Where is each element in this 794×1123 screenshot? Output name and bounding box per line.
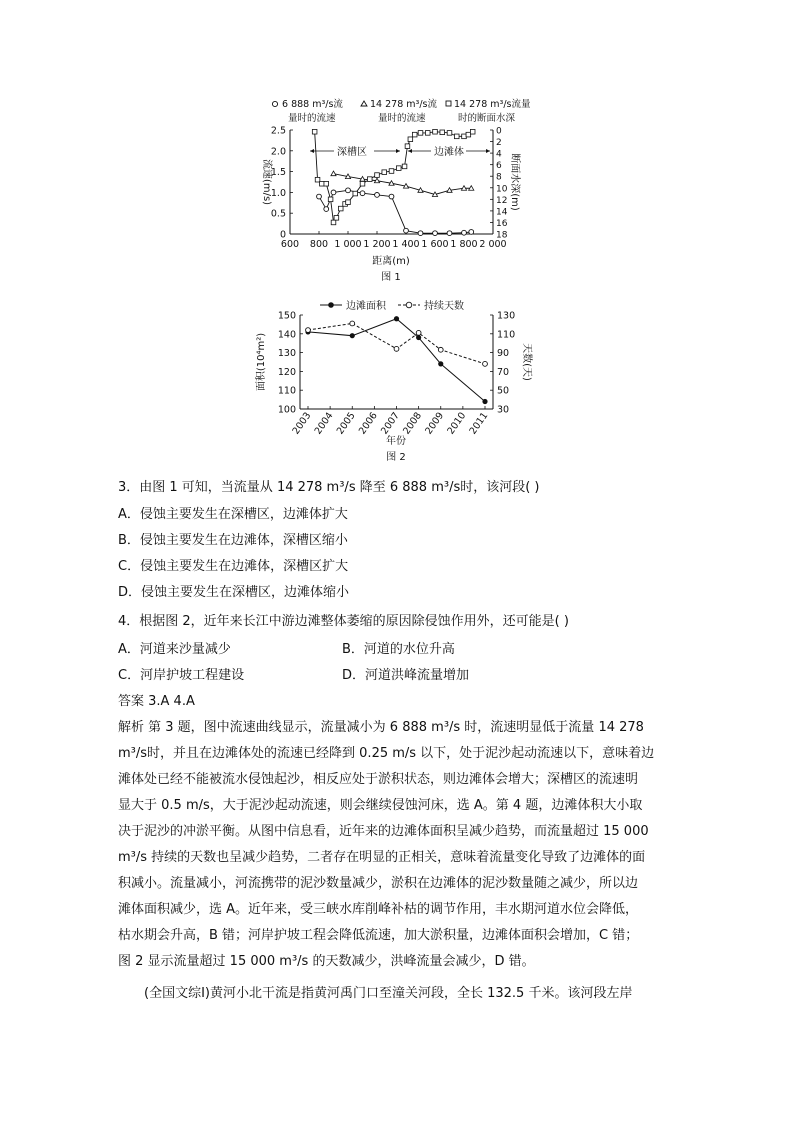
data-point: [482, 399, 487, 404]
x-tick-label: 2003: [290, 410, 314, 437]
y-left-tick-label: 130: [277, 348, 296, 360]
y-right-tick-label: 12: [496, 195, 508, 206]
x-tick-label: 1 200: [363, 239, 391, 250]
y-left-tick-label: 120: [277, 366, 296, 378]
fig1-legend-2-line2: 量时的流速: [378, 113, 426, 124]
data-point: [396, 166, 401, 171]
data-point: [331, 171, 336, 176]
data-point: [346, 188, 351, 193]
analysis-line: 滩体面积减少，选 A。近年来，受三峡水库削峰补枯的调节作用，丰水期河道水位会降低，: [118, 902, 639, 917]
y-left-tick-label: 1.5: [270, 167, 286, 179]
data-point: [353, 191, 358, 196]
figure-1: [250, 90, 531, 290]
data-point: [438, 361, 443, 366]
legend-triangle-marker: [361, 101, 367, 106]
data-point: [412, 132, 417, 137]
data-point: [433, 129, 438, 134]
data-point: [317, 194, 322, 199]
data-point: [447, 231, 452, 236]
data-point: [331, 190, 336, 195]
data-point: [466, 132, 471, 137]
y-right-tick-label: 4: [496, 149, 502, 160]
data-point: [375, 173, 380, 178]
y-left-tick-label: 0.5: [270, 208, 286, 220]
data-point: [306, 328, 311, 333]
zone-deep-trough-label: 深槽区: [337, 147, 367, 158]
data-point: [394, 316, 399, 321]
data-point: [408, 137, 413, 142]
y-right-tick-label: 6: [496, 161, 502, 172]
fig1-legend-3-line2: 时的断面水深: [458, 113, 516, 124]
x-tick-label: 1 800: [450, 239, 478, 250]
x-tick-label: 2005: [334, 410, 358, 437]
x-tick-label: 2010: [445, 410, 469, 437]
fig1-zone-annotations: [310, 145, 490, 158]
question-4-option-b: B．河道的水位升高: [342, 642, 455, 657]
fig2-legend: [320, 299, 464, 312]
fig1-legend-2-line1: 14 278 m³/s流: [370, 99, 437, 110]
y-left-tick-label: 0: [279, 229, 286, 241]
analysis-line: 显大于 0.5 m/s，大于泥沙起动流速，则会继续侵蚀河床，选 A。第 4 题，边滩体积大小取: [118, 798, 643, 813]
data-point: [416, 330, 421, 335]
data-point: [438, 347, 443, 352]
x-tick-label: 1 600: [421, 239, 449, 250]
question-4-option-c: C．河岸护坡工程建设: [118, 668, 245, 683]
series-line: [308, 323, 485, 363]
x-tick-label: 1 000: [334, 239, 362, 250]
data-point: [469, 230, 474, 235]
y-left-tick-label: 110: [277, 385, 296, 397]
y-right-tick-label: 0: [496, 126, 502, 137]
data-point: [402, 164, 407, 169]
analysis-line: 滩体处已经不能被流水侵蚀起沙，相反应处于淤积状态，则边滩体会增大；深槽区的流速明: [118, 772, 639, 787]
fig1-caption: 图 1: [381, 272, 401, 283]
x-tick-label: 2 000: [479, 239, 507, 250]
data-point: [416, 335, 421, 340]
question-3-option-c: C．侵蚀主要发生在边滩体，深槽区扩大: [118, 559, 349, 574]
data-point: [328, 197, 333, 202]
y-right-tick-label: 130: [497, 310, 516, 322]
next-intro-paragraph: [118, 981, 680, 1007]
answer-line: 答案 3.A 4.A: [118, 694, 195, 709]
analysis-line: 积减小。流量减小，河流携带的泥沙数量减少，淤积在边滩体的泥沙数量随之减少，所以边: [118, 876, 639, 891]
x-tick-label: 1 400: [392, 239, 420, 250]
y-left-tick-label: 100: [277, 404, 296, 416]
fig2-legend-area: 边滩面积: [346, 301, 386, 312]
x-tick-label: 800: [309, 239, 329, 250]
analysis-line: 图 2 显示流量超过 15 000 m³/s 的天数减少，洪峰流量会减少，D 错。: [118, 954, 535, 969]
x-tick-label: 2006: [356, 410, 380, 437]
x-tick-label: 2009: [423, 410, 447, 437]
question-3-stem: 3．由图 1 可知，当流量从 14 278 m³/s 降至 6 888 m³/s时，该河段( ): [118, 480, 540, 495]
data-point: [315, 177, 320, 182]
fig2-legend-days: 持续天数: [424, 301, 464, 312]
y-left-tick-label: 1.0: [270, 187, 286, 199]
y-left-tick-label: 2.0: [270, 146, 286, 158]
data-point: [404, 228, 409, 233]
x-tick-label: 2008: [401, 410, 425, 437]
question-4-stem: 4．根据图 2，近年来长江中游边滩整体萎缩的原因除侵蚀作用外，还可能是( ): [118, 614, 569, 629]
data-point: [338, 206, 343, 211]
y-right-tick-label: 18: [496, 230, 508, 241]
analysis-line: 枯水期会升高，B 错；河岸护坡工程会降低流速，加大淤积量，边滩体面积会增加，C 错；: [118, 928, 639, 943]
analysis-line: 决于泥沙的冲淤平衡。从图中信息看，近年来的边滩体面积呈减少趋势，而流量超过 15 000: [118, 824, 649, 839]
data-point: [433, 231, 438, 236]
data-point: [418, 231, 423, 236]
y-right-tick-label: 14: [496, 207, 508, 218]
data-point: [346, 200, 351, 205]
analysis-line: m³/s 持续的天数也呈减少趋势，二者存在明显的正相关，意味着流量变化导致了边滩体的面: [118, 850, 646, 865]
legend-square-marker: [446, 101, 451, 106]
data-point: [425, 131, 430, 136]
data-point: [405, 144, 410, 149]
data-point: [462, 230, 467, 235]
y-right-tick-label: 70: [497, 366, 510, 378]
data-point: [367, 177, 372, 182]
y-left-tick-label: 2.5: [270, 125, 286, 137]
data-point: [447, 131, 452, 136]
fig1-ylabel-right: 断面水深(m): [509, 153, 520, 211]
data-point: [483, 361, 488, 366]
data-point: [350, 333, 355, 338]
legend-filled-circle-marker: [328, 302, 334, 308]
fig1-xlabel: 距离(m): [372, 256, 410, 267]
data-point: [389, 194, 394, 199]
analysis-line: m³/s时，并且在边滩体处的流速已经降到 0.25 m/s 以下，处于泥沙起动流速以下，意味着边: [118, 746, 655, 761]
data-point: [360, 191, 365, 196]
data-point: [389, 169, 394, 174]
data-point: [462, 134, 467, 139]
question-3-option-b: B．侵蚀主要发生在边滩体，深槽区缩小: [118, 533, 348, 548]
y-right-tick-label: 16: [496, 218, 508, 229]
x-tick-label: 2007: [379, 410, 402, 437]
fig2-caption: 图 2: [386, 452, 406, 463]
legend-open-circle-marker: [406, 302, 412, 308]
y-right-tick-label: 30: [497, 404, 510, 416]
analysis-line: 解析 第 3 题，图中流速曲线显示，流量减小为 6 888 m³/s 时，流速明显低于流量 14 278: [118, 720, 644, 735]
y-right-tick-label: 10: [496, 184, 508, 195]
data-point: [440, 130, 445, 135]
figure-2: [250, 295, 530, 465]
fig1-ylabel-left: 流速(m/s): [261, 158, 272, 206]
data-point: [324, 207, 329, 212]
y-right-tick-label: 90: [497, 348, 510, 360]
question-4-option-a: A．河道来沙量减少: [118, 642, 231, 657]
y-right-tick-label: 110: [497, 329, 516, 341]
data-point: [360, 181, 365, 186]
analysis-paragraph: [118, 715, 680, 975]
fig2-ylabel-right: 天数(天): [521, 343, 532, 381]
fig2-xlabel: 年份: [386, 436, 406, 447]
x-tick-label: 2011: [467, 410, 491, 437]
fig1-legend-3-line1: 14 278 m³/s流量: [454, 99, 531, 110]
question-3-option-d: D．侵蚀主要发生在深槽区，边滩体缩小: [118, 585, 350, 600]
y-right-tick-label: 50: [497, 385, 510, 397]
x-tick-label: 2004: [312, 410, 336, 437]
data-point: [470, 129, 475, 134]
data-point: [375, 192, 380, 197]
data-point: [350, 321, 355, 326]
zone-bar-label: 边滩体: [434, 147, 464, 158]
data-point: [312, 129, 317, 134]
data-point: [394, 346, 399, 351]
y-right-tick-label: 8: [496, 172, 502, 183]
data-point: [418, 131, 423, 136]
y-left-tick-label: 150: [277, 310, 296, 322]
data-point: [334, 216, 339, 221]
y-left-tick-label: 140: [277, 329, 296, 341]
fig1-legend-1-line2: 量时的流速: [288, 113, 336, 124]
data-point: [382, 170, 387, 175]
data-point: [454, 134, 459, 139]
fig1-legend-1-line1: 6 888 m³/s流: [282, 99, 343, 110]
fig1-legend: [272, 98, 531, 124]
data-point: [331, 220, 336, 225]
legend-circle-marker: [272, 101, 277, 106]
question-3-option-a: A．侵蚀主要发生在深槽区，边滩体扩大: [118, 507, 348, 522]
x-tick-label: 600: [280, 239, 300, 250]
fig2-ylabel-left: 面积(10⁴m²): [256, 332, 267, 392]
next-intro-line: (全国文综Ⅰ)黄河小北干流是指黄河禹门口至潼关河段，全长 132.5 千米。该河段左岸: [144, 986, 633, 1001]
series-line: [308, 319, 485, 402]
series-line: [319, 190, 471, 233]
y-right-tick-label: 2: [496, 138, 502, 149]
question-4-option-d: D．河道洪峰流量增加: [342, 668, 470, 683]
data-point: [320, 181, 325, 186]
data-point: [324, 181, 329, 186]
